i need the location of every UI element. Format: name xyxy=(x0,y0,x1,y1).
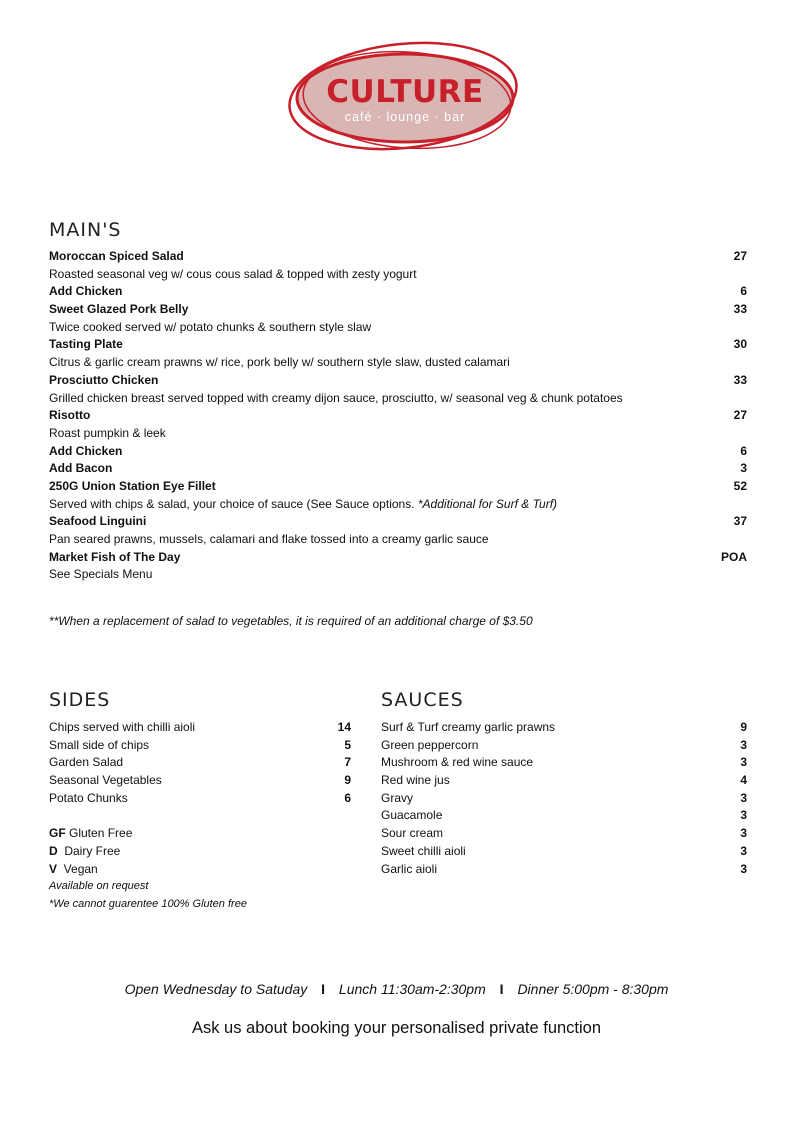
sauce-price: 3 xyxy=(740,790,747,805)
item-price: 37 xyxy=(733,514,747,529)
menu-item xyxy=(49,336,747,354)
logo-title: CULTURE xyxy=(326,74,484,110)
description-text: Grilled chicken breast served topped with creamy dijon sauce, prosciutto, w/ seasonal veg & chunk potatoes xyxy=(49,390,623,405)
sauce-name: Surf & Turf creamy garlic prawns xyxy=(381,720,556,734)
menu-item xyxy=(49,301,747,319)
sauce-item xyxy=(381,772,747,790)
sauce-price: 3 xyxy=(740,755,747,770)
sauce-price: 3 xyxy=(740,737,747,752)
item-name: Market Fish of The Day xyxy=(49,549,181,564)
description-text: See Specials Menu xyxy=(49,567,153,582)
sauce-name: Sour cream xyxy=(381,826,444,841)
culture-logo xyxy=(285,38,525,156)
item-description xyxy=(49,496,747,514)
item-description xyxy=(49,390,747,408)
side-name: Seasonal Vegetables xyxy=(49,773,162,788)
side-price: 14 xyxy=(337,720,351,734)
description-text: Citrus & garlic cream prawns w/ rice, pork belly w/ southern style slaw, dusted calamari xyxy=(49,355,510,370)
side-item xyxy=(49,772,351,790)
item-price: 33 xyxy=(733,372,747,387)
menu-item xyxy=(49,248,747,266)
description-text: Twice cooked served w/ potato chunks & southern style slaw xyxy=(49,319,372,334)
description-text: Served with chips & salad, your choice of sauce (See Sauce options. xyxy=(49,496,418,511)
side-price: 7 xyxy=(344,755,351,770)
description-text: Pan seared prawns, mussels, calamari and flake tossed into a creamy garlic sauce xyxy=(49,532,489,546)
sauce-price: 4 xyxy=(740,773,747,788)
sauce-item xyxy=(381,754,747,772)
item-description xyxy=(49,425,747,443)
dietary-code: GF xyxy=(49,826,66,841)
sauce-item xyxy=(381,719,747,737)
dietary-legend-item xyxy=(49,825,351,843)
menu-item xyxy=(49,407,747,425)
menu-item xyxy=(49,372,747,390)
side-item xyxy=(49,790,351,808)
sauce-item xyxy=(381,843,747,861)
private-function-note: Ask us about booking your personalised private function xyxy=(191,1019,602,1037)
mains-heading: MAIN'S xyxy=(49,219,122,241)
item-price: 27 xyxy=(733,408,747,423)
sauce-item xyxy=(381,825,747,843)
menu-item xyxy=(49,460,747,478)
item-name: Add Chicken xyxy=(49,284,123,299)
lunch-hours: Lunch 11:30am-2:30pm xyxy=(338,981,486,997)
sauce-name: Green peppercorn xyxy=(381,737,479,752)
sauce-item xyxy=(381,861,747,879)
dietary-code: V xyxy=(49,861,58,876)
sauce-price: 9 xyxy=(740,720,747,734)
side-name: Small side of chips xyxy=(49,737,150,752)
item-price: 33 xyxy=(733,302,747,317)
dietary-label: Dairy Free xyxy=(57,843,121,858)
sides-heading: SIDES xyxy=(49,689,111,711)
sides-list xyxy=(49,719,351,914)
side-price: 9 xyxy=(344,773,351,788)
description-italic: *Additional for Surf & Turf) xyxy=(417,496,558,511)
sauce-price: 3 xyxy=(740,826,747,841)
item-name: Prosciutto Chicken xyxy=(49,372,159,387)
sauces-list xyxy=(381,719,747,878)
sauce-name: Guacamole xyxy=(381,808,443,823)
sauce-price: 3 xyxy=(740,808,747,823)
menu-item xyxy=(49,283,747,301)
dietary-label: Vegan xyxy=(57,861,98,876)
item-name: Seafood Linguini xyxy=(49,514,147,529)
item-name: Add Chicken xyxy=(49,443,123,458)
menu-item xyxy=(49,549,747,567)
item-name: 250G Union Station Eye Fillet xyxy=(49,478,216,493)
item-price: 6 xyxy=(740,284,747,299)
item-name: Tasting Plate xyxy=(49,337,123,352)
side-name: Chips served with chilli aioli xyxy=(49,720,196,734)
item-price: 52 xyxy=(733,478,747,493)
description-text: Roasted seasonal veg w/ cous cous salad & topped with zesty yogurt xyxy=(49,266,417,281)
item-price: POA xyxy=(720,549,747,564)
description-text: Roast pumpkin & leek xyxy=(49,425,166,440)
sauce-name: Red wine jus xyxy=(381,773,450,788)
sauce-name: Garlic aioli xyxy=(381,861,438,876)
dietary-code: D xyxy=(49,843,58,858)
item-description xyxy=(49,566,747,584)
menu-item xyxy=(49,513,747,531)
item-name: Risotto xyxy=(49,408,91,423)
salad-replacement-note: **When a replacement of salad to vegetables, it is required of an additional charge of $3.50 xyxy=(49,614,533,628)
side-price: 5 xyxy=(344,737,351,752)
sauce-item xyxy=(381,807,747,825)
side-item xyxy=(49,737,351,755)
dietary-legend-item xyxy=(49,843,351,861)
item-price: 6 xyxy=(740,443,747,458)
item-price: 27 xyxy=(733,249,747,263)
opening-hours xyxy=(0,981,793,997)
item-price: 30 xyxy=(733,337,747,352)
dietary-legend-item xyxy=(49,861,351,879)
sauce-item xyxy=(381,790,747,808)
mains-list xyxy=(49,248,747,584)
side-price: 6 xyxy=(344,790,351,805)
open-days: Open Wednesday to Satuday xyxy=(124,981,308,997)
item-description xyxy=(49,531,747,549)
item-name: Moroccan Spiced Salad xyxy=(49,249,184,263)
separator: I xyxy=(499,981,504,997)
item-description xyxy=(49,266,747,284)
sauce-price: 3 xyxy=(740,861,747,876)
item-description xyxy=(49,354,747,372)
side-item xyxy=(49,719,351,737)
item-description xyxy=(49,319,747,337)
side-name: Garden Salad xyxy=(49,755,124,770)
sauce-item xyxy=(381,737,747,755)
dietary-label: Gluten Free xyxy=(65,826,133,841)
menu-item xyxy=(49,478,747,496)
separator: I xyxy=(321,981,326,997)
item-name: Add Bacon xyxy=(49,461,113,476)
sauce-name: Sweet chilli aioli xyxy=(381,843,466,858)
item-price: 3 xyxy=(740,461,747,476)
sauces-heading: SAUCES xyxy=(381,689,464,711)
menu-item xyxy=(49,443,747,461)
side-item xyxy=(49,754,351,772)
side-name: Potato Chunks xyxy=(49,790,128,805)
sauce-name: Mushroom & red wine sauce xyxy=(381,755,534,770)
sauce-price: 3 xyxy=(740,843,747,858)
available-note: Available on request xyxy=(49,880,149,893)
item-name: Sweet Glazed Pork Belly xyxy=(49,302,189,317)
sauce-name: Gravy xyxy=(381,790,414,805)
gluten-free-note: *We cannot guarentee 100% Gluten free xyxy=(49,897,247,910)
logo-subtitle: café · lounge · bar xyxy=(344,110,466,124)
dinner-hours: Dinner 5:00pm - 8:30pm xyxy=(517,981,669,997)
